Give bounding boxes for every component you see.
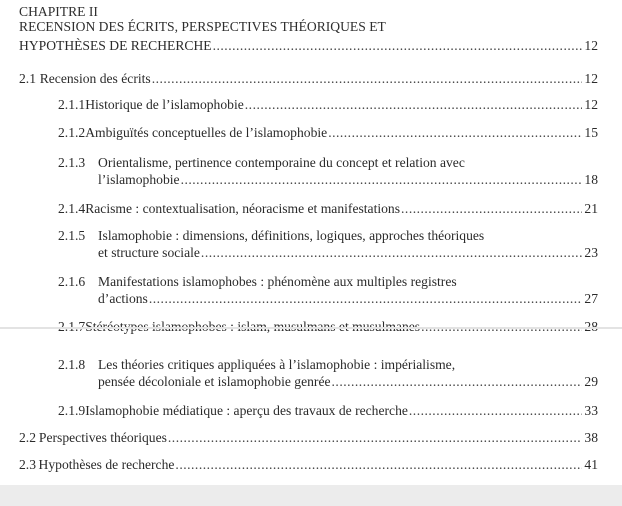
toc-entry-2-1-6-line2 <box>98 290 598 307</box>
toc-entry-2-1-2 <box>58 124 598 141</box>
page-number: 15 <box>584 125 598 140</box>
subsection-number: 2.1.1 <box>58 97 86 112</box>
subsection-title: Islamophobie médiatique : aperçu des travaux de recherche <box>85 403 408 418</box>
page-bottom-margin <box>0 485 622 506</box>
subsection-title-cont: pensée décoloniale et islamophobie genrée <box>98 374 331 389</box>
toc-entry-2-1-1 <box>58 96 598 113</box>
page-number: 41 <box>584 457 598 472</box>
subsection-title-cont: l’islamophobie <box>98 172 180 187</box>
toc-entry-2-1 <box>19 70 598 87</box>
chapter-title-line1: RECENSION DES ÉCRITS, PERSPECTIVES THÉORIQUES ET <box>19 18 386 34</box>
subsection-number: 2.1.4 <box>58 201 86 216</box>
subsection-title: Racisme : contextualisation, néoracisme et manifestations <box>85 201 401 216</box>
leader-dots <box>152 70 582 87</box>
leader-dots <box>328 124 582 141</box>
subsection-title-cont: d’actions <box>98 291 148 306</box>
page-number: 12 <box>584 97 598 112</box>
toc-entry-2-1-5-line2 <box>98 244 598 261</box>
page-number: 23 <box>584 245 598 260</box>
page-number: 33 <box>584 403 598 418</box>
page-number: 21 <box>584 201 598 216</box>
toc-entry-2-1-3-line1 <box>58 154 465 171</box>
toc-entry-2-3 <box>19 456 598 473</box>
leader-dots <box>175 456 582 473</box>
page-number: 12 <box>584 38 598 53</box>
subsection-number: 2.1.5 <box>58 228 86 243</box>
section-number: 2.3 <box>19 457 36 472</box>
toc-entry-2-1-8-line2 <box>98 373 598 390</box>
section-title: Recension des écrits <box>39 71 151 86</box>
scan-seam-divider <box>0 327 622 329</box>
section-number: 2.1 <box>19 71 36 86</box>
page-number: 27 <box>584 291 598 306</box>
leader-dots <box>181 171 582 188</box>
subsection-number: 2.1.2 <box>58 125 86 140</box>
leader-dots <box>332 373 582 390</box>
subsection-title: Ambiguïtés conceptuelles de l’islamophobie <box>85 125 328 140</box>
leader-dots <box>149 290 582 307</box>
toc-entry-2-1-3-line2 <box>98 171 598 188</box>
section-title: Perspectives théoriques <box>38 430 167 445</box>
toc-entry-2-1-5-line1 <box>58 227 484 244</box>
chapter-title-line2: HYPOTHÈSES DE RECHERCHE <box>19 38 212 53</box>
subsection-title: Manifestations islamophobes : phénomène aux multiples registres <box>98 274 457 289</box>
leader-dots <box>213 39 582 54</box>
leader-dots <box>245 96 582 113</box>
leader-dots <box>401 200 582 217</box>
page-number: 38 <box>584 430 598 445</box>
subsection-number: 2.1.6 <box>58 274 86 289</box>
toc-entry-2-1-6-line1 <box>58 273 457 290</box>
toc-entry-2-1-8-line1 <box>58 356 455 373</box>
toc-entry-2-1-4 <box>58 200 598 217</box>
subsection-title: Islamophobie : dimensions, définitions, logiques, approches théoriques <box>98 228 485 243</box>
subsection-title: Historique de l’islamophobie <box>85 97 244 112</box>
toc-entry-2-1-9 <box>58 402 598 419</box>
leader-dots <box>409 402 582 419</box>
subsection-number: 2.1.3 <box>58 155 86 170</box>
chapter-title-row <box>19 39 598 54</box>
page-number: 18 <box>584 172 598 187</box>
chapter-heading <box>19 5 386 34</box>
section-title: Hypothèses de recherche <box>38 457 175 472</box>
leader-dots <box>201 244 582 261</box>
section-number: 2.2 <box>19 430 36 445</box>
subsection-number: 2.1.9 <box>58 403 86 418</box>
toc-entry-2-2 <box>19 429 598 446</box>
subsection-number: 2.1.8 <box>58 357 86 372</box>
page-number: 29 <box>584 374 598 389</box>
subsection-title-cont: et structure sociale <box>98 245 200 260</box>
subsection-title: Les théories critiques appliquées à l’islamophobie : impérialisme, <box>98 357 456 372</box>
page-number: 12 <box>584 71 598 86</box>
subsection-title: Orientalisme, pertinence contemporaine du concept et relation avec <box>98 155 465 170</box>
leader-dots <box>168 429 582 446</box>
chapter-label: CHAPITRE II <box>19 4 98 19</box>
